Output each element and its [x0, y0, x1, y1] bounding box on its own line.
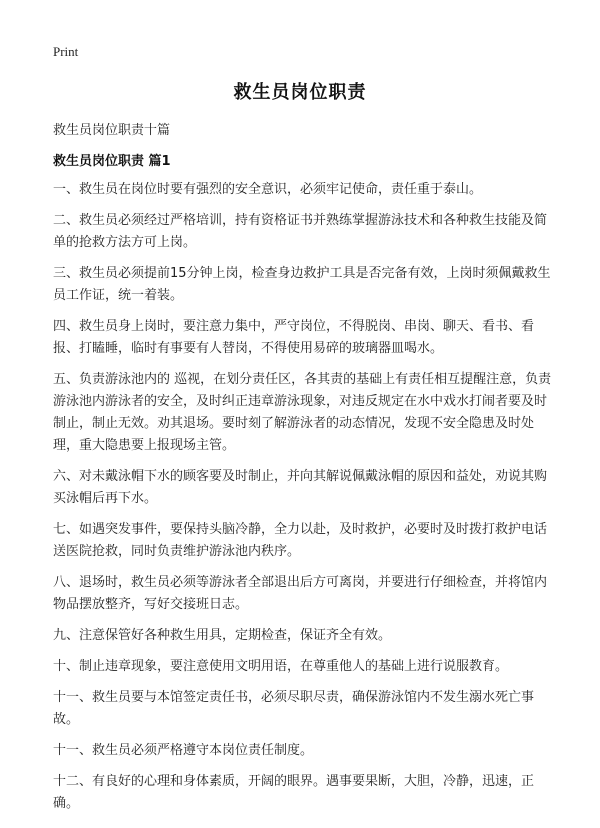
paragraph: 四、救生员身上岗时，要注意力集中，严守岗位，不得脱岗、串岗、聊天、看书、看报、打瞌睡，临时有事要有人替岗，不得使用易碎的玻璃器皿喝水。: [53, 319, 535, 356]
document-body: [53, 179, 553, 824]
paragraph: 三、救生员必须提前15分钟上岗，检查身边救护工具是否完备有效，上岗时须佩戴救生员工作证，统一着装。: [53, 266, 551, 303]
document-subtitle: 救生员岗位职责十篇: [53, 123, 171, 138]
page-title: 救生员岗位职责: [233, 82, 367, 103]
paragraph: 一、救生员在岗位时要有强烈的安全意识，必须牢记使命，责任重于泰山。: [53, 182, 483, 197]
paragraph: 十二、有良好的心理和身体素质，开阔的眼界。遇事要果断，大胆，冷静，迅速，正确。: [53, 774, 535, 811]
paragraph: 十一、救生员要与本馆签定责任书，必须尽职尽责，确保游泳馆内不发生溺水死亡事故。: [53, 690, 535, 727]
paragraph: 七、如遇突发事件，要保持头脑冷静，全力以赴，及时救护，必要时及时拨打救护电话送医院抢救，同时负责维护游泳池内秩序。: [53, 522, 548, 559]
paragraph: 十、制止违章现象，要注意使用文明用语，在尊重他人的基础上进行说服教育。: [53, 659, 509, 674]
paragraph: 九、注意保管好各种救生用具，定期检查，保证齐全有效。: [53, 628, 392, 643]
paragraph: 二、救生员必须经过严格培训，持有资格证书并熟练掌握游泳技术和各种救生技能及简单的抢救方法方可上岗。: [53, 213, 548, 250]
paragraph: 十一、救生员必须严格遵守本岗位责任制度。: [53, 743, 314, 758]
paragraph: 八、退场时，救生员必须等游泳者全部退出后方可离岗，并要进行仔细检查，并将馆内物品摆放整齐，写好交接班日志。: [53, 575, 548, 612]
paragraph: 五、负责游泳池内的 巡视，在划分责任区，各其责的基础上有责任相互提醒注意，负责游泳池内游泳者的安全，及时纠正违章游泳现象，对违反规定在水中戏水打闹者要及时制止，制止无效。劝其退场。要时刻了解游泳者的动态情况，发现不安全隐患及时处理，重大隐患要上报现场主管。: [53, 372, 552, 453]
print-link[interactable]: Print: [53, 44, 79, 59]
paragraph: 六、对未戴泳帽下水的顾客要及时制止，并向其解说佩戴泳帽的原因和益处，劝说其购买泳帽后再下水。: [53, 469, 548, 506]
section-heading: 救生员岗位职责 篇1: [53, 154, 171, 169]
